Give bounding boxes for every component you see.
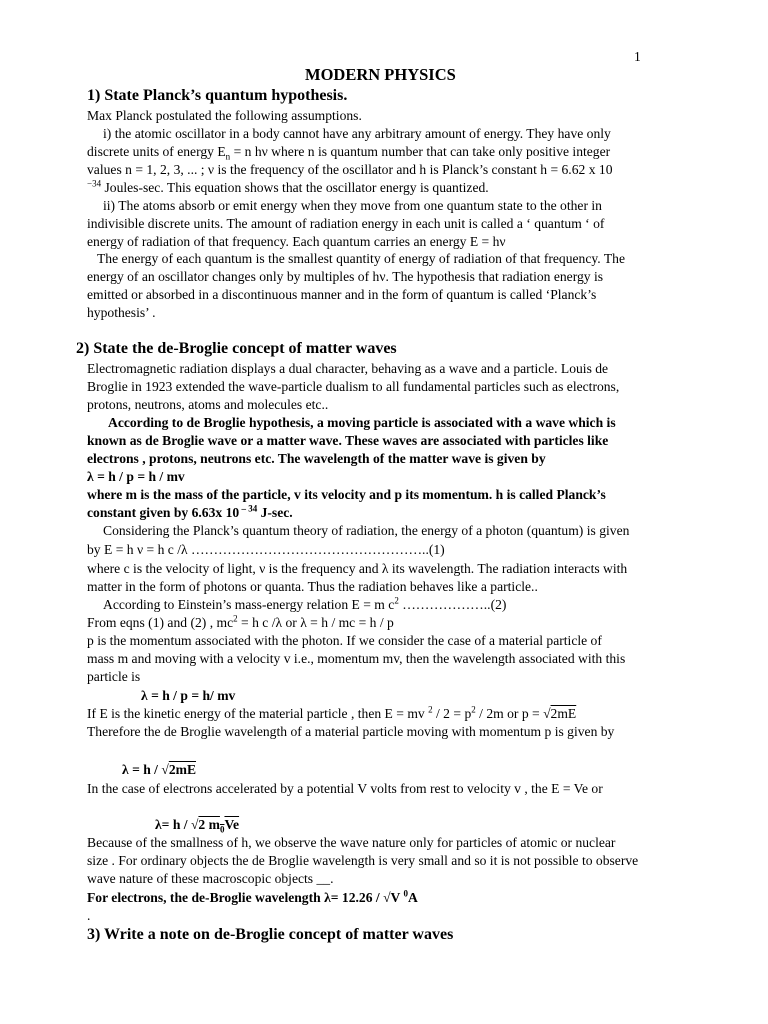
text-span: discrete units of energy E	[87, 144, 226, 159]
paragraph-line: hypothesis’ .	[87, 305, 156, 320]
text-span: A	[408, 890, 418, 905]
radicand: 2mE	[550, 706, 577, 721]
superscript: 2	[428, 704, 433, 715]
text-span: From eqns (1) and (2) , mc	[87, 615, 234, 630]
paragraph-line: indivisible discrete units. The amount of radiation energy in each unit is called a ‘ quantum ‘ of	[87, 216, 605, 231]
equation-line	[122, 761, 196, 779]
text-span: = h c /λ or λ = h / mc = h / p	[237, 615, 394, 630]
paragraph-line: mass m and moving with a velocity v i.e., momentum mv, then the wavelength associated with this	[87, 651, 626, 666]
paragraph-line: where c is the velocity of light, ν is the frequency and λ its wavelength. The radiation interacts with	[87, 561, 628, 576]
text-span: constant given by 6.63x 10	[87, 505, 240, 520]
paragraph-line: Electromagnetic radiation displays a dual character, behaving as a wave and a particle. Louis de	[87, 361, 609, 376]
section-2-heading: 2) State the de-Broglie concept of matter waves	[76, 340, 397, 357]
paragraph-line: In the case of electrons accelerated by a potential V volts from rest to velocity v , the E = Ve or	[87, 781, 603, 796]
text-span: J-sec.	[257, 505, 293, 520]
radicand	[198, 817, 240, 835]
paragraph-line: The energy of each quantum is the smallest quantity of energy of radiation of that frequency. The	[97, 251, 625, 266]
equation-line: λ = h / p = h/ mv	[141, 688, 236, 703]
paragraph-line: i) the atomic oscillator in a body cannot have any arbitrary amount of energy. They have only	[103, 126, 611, 141]
text-span: Ve	[224, 817, 240, 832]
paragraph-line	[87, 179, 489, 197]
paragraph-line: Max Planck postulated the following assumptions.	[87, 108, 362, 123]
text-span: For electrons, the de-Broglie wavelength λ= 12.26 / √V	[87, 890, 404, 905]
paragraph-line: Therefore the de Broglie wavelength of a material particle moving with momentum p is given by	[87, 724, 615, 739]
superscript: 2	[394, 595, 399, 606]
radicand: 2mE	[168, 762, 197, 777]
paragraph-line: energy of an oscillator changes only by multiples of hν. The hypothesis that radiation energy is	[87, 269, 604, 284]
text-span: ………………..(2)	[398, 597, 507, 612]
equation-line	[103, 596, 506, 614]
paragraph-line	[87, 143, 610, 161]
equation-line: by E = h ν = h c /λ ……………………………………………..(1)	[87, 542, 445, 557]
paragraph-line: size . For ordinary objects the de Broglie wavelength is very small and so it is not possible to observe	[87, 853, 639, 868]
paragraph-line-bold: where m is the mass of the particle, v its velocity and p its momentum. h is called Planck’s	[87, 487, 606, 502]
superscript: −34	[87, 178, 102, 189]
paragraph-line: emitted or absorbed in a discontinuous manner and in the form of quantum is called ‘Planck’s	[87, 287, 597, 302]
equation-line	[87, 614, 394, 632]
paragraph-line: Broglie in 1923 extended the wave-particle dualism to all fundamental particles such as electrons,	[87, 379, 620, 394]
text-span: λ = h / √	[122, 762, 169, 777]
section-3-heading: 3) Write a note on de-Broglie concept of matter waves	[87, 926, 454, 943]
paragraph-line-bold: electrons , protons, neutrons etc. The wavelength of the matter wave is given by	[87, 451, 546, 466]
paragraph-line: Considering the Planck’s quantum theory of radiation, the energy of a photon (quantum) is given	[103, 523, 630, 538]
equation-line	[155, 816, 239, 834]
paragraph-line: particle is	[87, 669, 141, 684]
text-span: 2 m	[198, 817, 220, 832]
section-1-heading: 1) State Planck’s quantum hypothesis.	[87, 87, 348, 104]
equation-line: λ = h / p = h / mv	[87, 469, 185, 484]
paragraph-line: energy of radiation of that frequency. Each quantum carries an energy E = hν	[87, 234, 506, 249]
equation-line	[87, 705, 576, 723]
paragraph-line: ii) The atoms absorb or emit energy when they move from one quantum state to the other in	[103, 198, 602, 213]
text-span: / 2m or p = √	[475, 706, 551, 721]
paragraph-line: protons, neutrons, atoms and molecules etc..	[87, 397, 329, 412]
paragraph-line: matter in the form of photons or quanta. Thus the radiation behaves like a particle..	[87, 579, 538, 594]
paragraph-line: values n = 1, 2, 3, ... ; ν is the frequency of the oscillator and h is Planck’s constant h = 6.62 x 10	[87, 162, 613, 177]
superscript: 0	[403, 888, 409, 899]
subscript: 0	[219, 824, 225, 835]
text-span: / 2 = p	[432, 706, 472, 721]
paragraph-line: wave nature of these macroscopic objects __.	[87, 871, 334, 886]
superscript: 2	[471, 704, 476, 715]
paragraph-line-bold	[87, 504, 293, 522]
page-number: 1	[634, 49, 641, 64]
text-span: = n hν where n is quantum number that can take only positive integer	[230, 144, 611, 159]
paragraph-line: p is the momentum associated with the photon. If we consider the case of a material particle of	[87, 633, 602, 648]
paragraph-line: Because of the smallness of h, we observe the wave nature only for particles of atomic or nuclear	[87, 835, 616, 850]
text-span: According to Einstein’s mass-energy relation E = m c	[103, 597, 395, 612]
text-span: λ= h / √	[155, 817, 199, 832]
equation-line	[87, 889, 418, 907]
page-title: MODERN PHYSICS	[305, 65, 456, 84]
subscript: n	[225, 151, 231, 162]
text-span: Joules-sec. This equation shows that the oscillator energy is quantized.	[101, 180, 489, 195]
text-span: If E is the kinetic energy of the material particle , then E = mv	[87, 706, 429, 721]
superscript: – 34	[239, 503, 258, 514]
superscript: 2	[233, 613, 238, 624]
paragraph-line-bold: According to de Broglie hypothesis, a moving particle is associated with a wave which is	[108, 415, 616, 430]
paragraph-line: .	[87, 908, 91, 923]
paragraph-line-bold: known as de Broglie wave or a matter wave. These waves are associated with particles like	[87, 433, 609, 448]
